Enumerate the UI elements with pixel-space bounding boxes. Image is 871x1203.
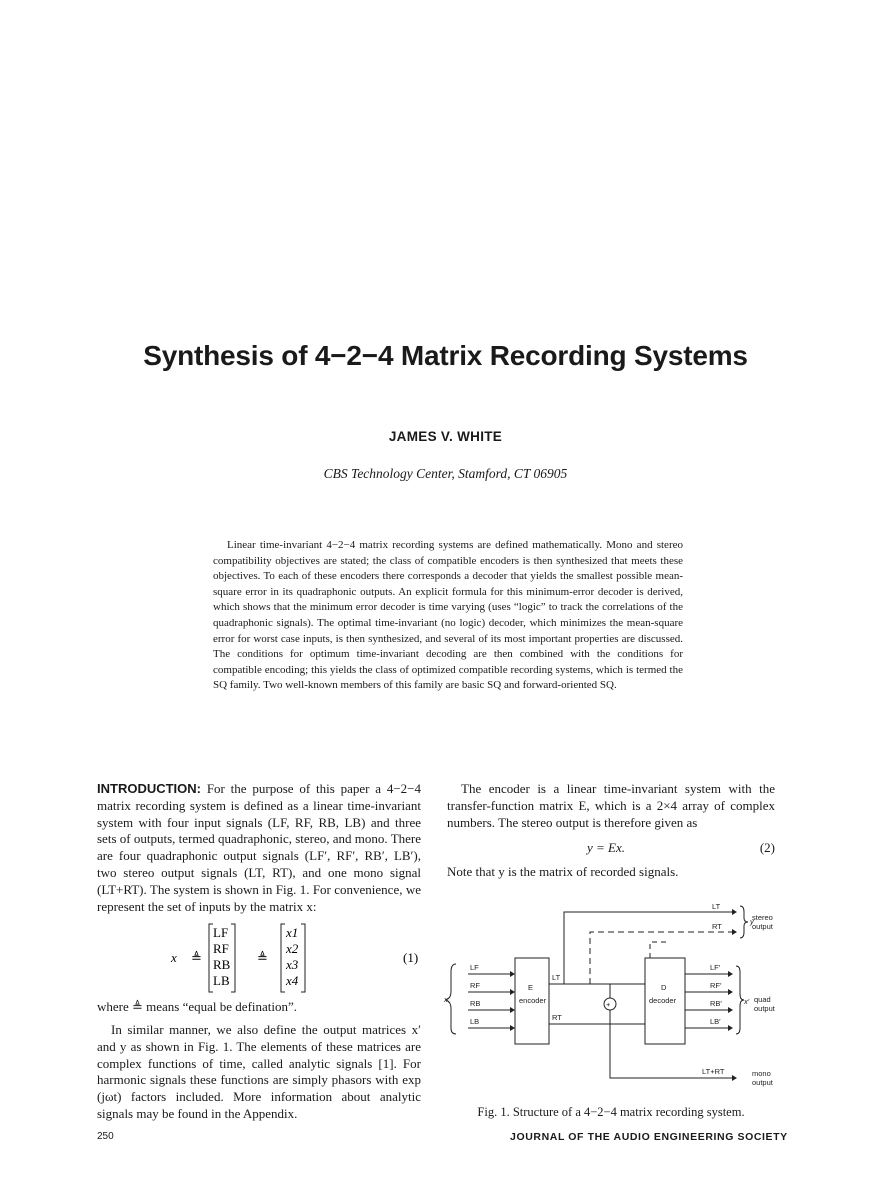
right-paragraph-1: The encoder is a linear time-invariant system with the transfer-function matrix E, which is a 2×4 array of complex numbers. The stereo output is therefore given as bbox=[447, 781, 775, 830]
stereo-label-rt: RT bbox=[712, 922, 722, 931]
eq1-right-bracket-2 bbox=[301, 924, 305, 992]
mono-arrowhead bbox=[732, 1075, 737, 1081]
author-name: JAMES V. WHITE bbox=[388, 429, 503, 444]
paper-title: Synthesis of 4−2−4 Matrix Recording Systems bbox=[143, 340, 748, 371]
output-label-rf: RF′ bbox=[710, 981, 722, 990]
output-brace bbox=[736, 966, 744, 1034]
eq1-right-bracket-1 bbox=[231, 924, 235, 992]
input-var-label: x bbox=[444, 995, 448, 1004]
output-label-lb: LB′ bbox=[710, 1017, 721, 1026]
output-var: x′ bbox=[744, 997, 750, 1006]
figure-1-diagram bbox=[440, 900, 780, 1100]
intro-paragraph-2: In similar manner, we also define the output matrices x′ and y as shown in Fig. 1. The elements of these matrices are complex functions of time, called analytic signals [1]. For harmonic signals these functions are simply phasors with exp (jωt) factors included. More information about analytic signals may be found in the Appendix. bbox=[97, 1022, 421, 1121]
intro-paragraph-1 bbox=[97, 781, 421, 915]
encoder-output-lines bbox=[549, 984, 645, 1024]
output-label-lf: LF′ bbox=[710, 963, 721, 972]
mono-signal-label: LT+RT bbox=[702, 1067, 725, 1076]
figure-1-caption: Fig. 1. Structure of a 4−2−4 matrix recording system. bbox=[477, 1105, 745, 1119]
page-number: 250 bbox=[97, 1131, 114, 1142]
abstract: Linear time-invariant 4−2−4 matrix recording systems are defined mathematically. Mono and stereo compatibility objectives are stated; the class of compatible encoders is then synthesized that meets these objectives. To each of these encoders there corresponds a decoder that yields the smallest possible mean-square error in its quadraphonic outputs. An explicit formula for this minimum-error decoder is derived, which shows that the minimum error decoder is time varying (uses “logic” to track the correlations of the quadraphonic signals). The optimal time-invariant (no logic) decoder, which minimizes the mean-square error for worst case inputs, is then synthesized, and several of its most important properties are discussed. The conditions for optimum time-invariant decoding are then combined with the conditions for compatible encoding; this yields the class of optimized compatible recording systems, which is termed the SQ family. Two well-known members of this family are basic SQ and forward-oriented SQ. bbox=[213, 539, 683, 692]
eq2-expression: y = Ex. bbox=[587, 840, 626, 855]
eq1-left-bracket-2 bbox=[281, 924, 285, 992]
eq1-col1-0: LF bbox=[213, 925, 229, 940]
stereo-arrowheads bbox=[732, 909, 737, 935]
equation-1 bbox=[97, 922, 421, 994]
quad-label-1: quad bbox=[754, 995, 771, 1004]
eq2-number: (2) bbox=[759, 840, 775, 855]
author-affiliation: CBS Technology Center, Stamford, CT 06905 bbox=[323, 466, 568, 481]
stereo-lt-path bbox=[564, 912, 732, 984]
output-arrowheads bbox=[728, 971, 733, 1031]
stereo-label-2: output bbox=[752, 922, 773, 931]
input-brace bbox=[446, 964, 456, 1034]
output-label-rb: RB′ bbox=[710, 999, 722, 1008]
eq1-col2-3: x4 bbox=[286, 973, 299, 988]
encoder-output-rt: RT bbox=[552, 1013, 562, 1022]
stereo-label-lt: LT bbox=[712, 902, 721, 911]
mono-label-2: output bbox=[752, 1078, 773, 1087]
encoder-output-lt: LT bbox=[552, 973, 561, 982]
eq1-col1-1: RF bbox=[213, 941, 229, 956]
eq1-def-symbol-1: ≜ bbox=[191, 950, 202, 965]
eq1-col2-0: x1 bbox=[286, 925, 299, 940]
eq1-def-symbol-2: ≜ bbox=[257, 950, 268, 965]
stereo-var: y bbox=[750, 917, 754, 926]
intro-heading: INTRODUCTION: bbox=[97, 781, 201, 796]
decoder-dashed-lead bbox=[650, 942, 670, 958]
where-line: where ≜ means “equal be defination”. bbox=[97, 999, 298, 1014]
input-label-lf: LF bbox=[470, 963, 479, 972]
journal-name: JOURNAL OF THE AUDIO ENGINEERING SOCIETY bbox=[510, 1131, 788, 1143]
input-label-rb: RB bbox=[470, 999, 481, 1008]
right-note: Note that y is the matrix of recorded signals. bbox=[447, 864, 679, 879]
eq1-col2-2: x3 bbox=[286, 957, 299, 972]
decoder-letter: D bbox=[661, 983, 667, 992]
stereo-brace bbox=[740, 906, 748, 938]
input-label-rf: RF bbox=[470, 981, 480, 990]
stereo-label-1: stereo bbox=[752, 913, 773, 922]
encoder-label: encoder bbox=[519, 996, 547, 1005]
eq1-col1-2: RB bbox=[213, 957, 231, 972]
eq1-col1-3: LB bbox=[213, 973, 230, 988]
decoder-label: decoder bbox=[649, 996, 677, 1005]
encoder-letter: E bbox=[528, 983, 534, 992]
intro-text-1: For the purpose of this paper a 4−2−4 matrix recording system is defined as a linear time-invariant system with four input signals (LF, RF, RB, LB) and three sets of outputs, termed quadraphonic, stereo, and mono. There are four quadraphonic output signals (LF′, RF′, RB′, LB′), two stereo output signals (LT, RT), and one mono signal (LT+RT). The system is shown in Fig. 1. For convenience, we represent the set of inputs by the matrix x: bbox=[97, 781, 421, 914]
mixer-plus-icon: + bbox=[606, 1000, 611, 1009]
input-label-lb: LB bbox=[470, 1017, 480, 1026]
mono-label-1: mono bbox=[752, 1069, 771, 1078]
eq1-lhs: x bbox=[171, 950, 177, 965]
eq1-number: (1) bbox=[403, 950, 419, 965]
quad-label-2: output bbox=[754, 1004, 775, 1013]
eq1-col2-1: x2 bbox=[286, 941, 299, 956]
input-arrowheads bbox=[510, 971, 515, 1031]
